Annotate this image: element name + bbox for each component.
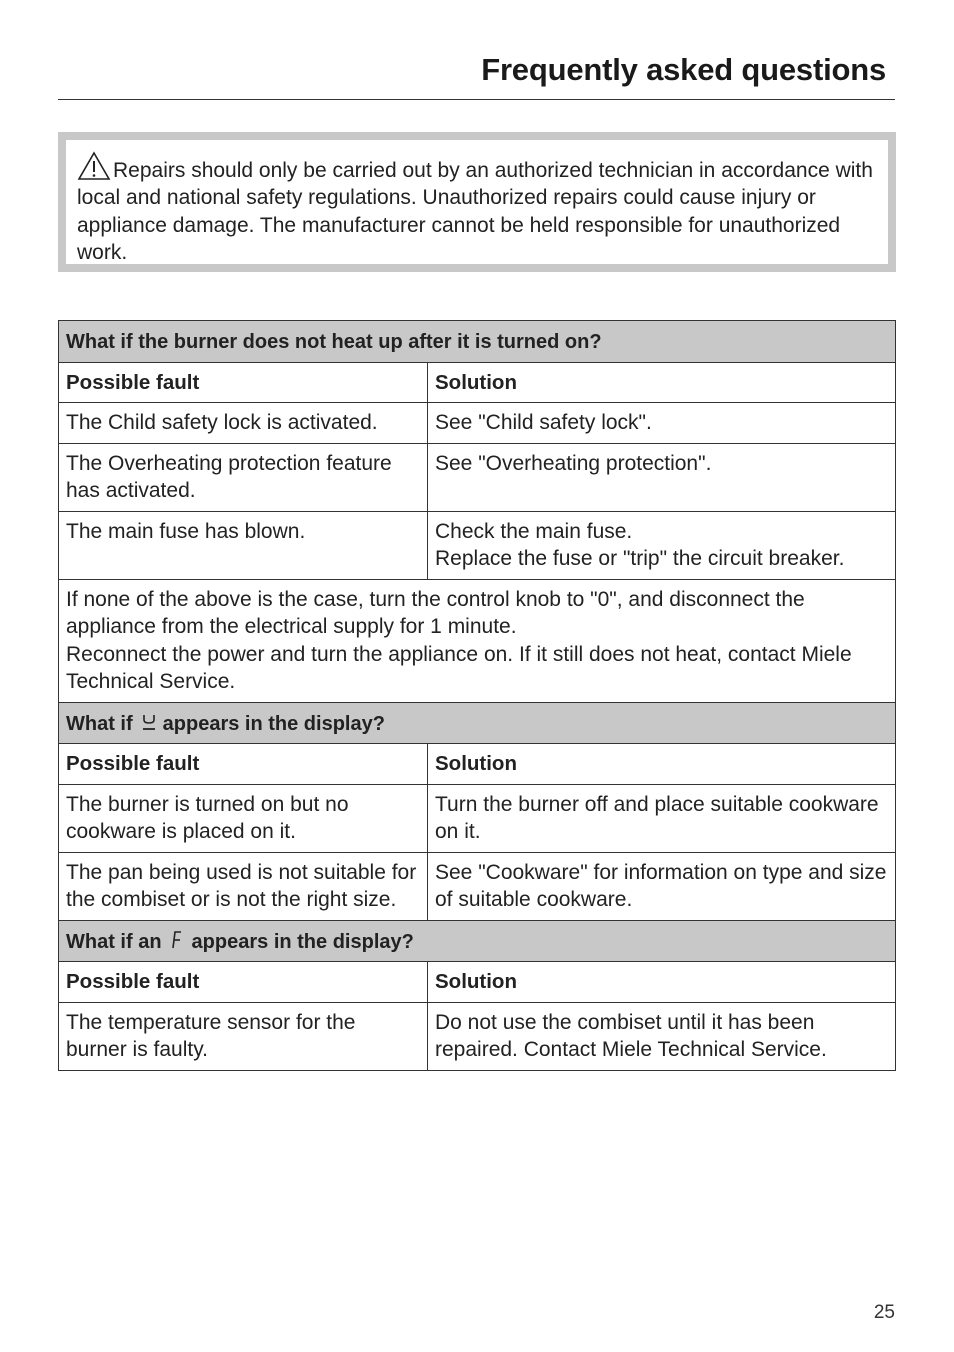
question-heading (59, 920, 896, 962)
column-header-fault: Possible fault (59, 362, 428, 403)
faq-table (58, 320, 896, 1071)
column-header-fault: Possible fault (59, 744, 428, 785)
note-row (59, 579, 896, 702)
column-header-row (59, 962, 896, 1003)
column-header-solution: Solution (428, 744, 896, 785)
warning-box (58, 132, 896, 272)
note-line: If none of the above is the case, turn the control knob to "0", and disconnect the appliance from the electrical supply for 1 minute. (66, 587, 805, 638)
table-row (59, 784, 896, 852)
fault-cell: The pan being used is not suitable for the combiset or is not the right size. (59, 852, 428, 920)
question-row (59, 920, 896, 962)
column-header-row (59, 362, 896, 403)
solution-cell (428, 511, 896, 579)
solution-line: Check the main fuse. (435, 519, 633, 543)
letter-f-symbol-icon (168, 929, 188, 951)
note-cell (59, 579, 896, 702)
warning-content (66, 140, 888, 264)
question-text-after: appears in the display? (162, 712, 385, 735)
question-text-before: What if an (66, 930, 162, 953)
solution-line: Replace the fuse or "trip" the circuit breaker. (435, 547, 845, 570)
column-header-fault: Possible fault (59, 962, 428, 1003)
warning-triangle-icon (77, 151, 111, 181)
question-heading (59, 702, 896, 744)
question-heading: What if the burner does not heat up after it is turned on? (59, 321, 896, 363)
title-divider (58, 99, 895, 100)
table-row (59, 511, 896, 579)
table-row (59, 1002, 896, 1070)
page-title: Frequently asked questions (481, 52, 886, 87)
warning-text: Repairs should only be carried out by an authorized technician in accordance with local and national safety regulations. Unauthorized repairs could cause injury or appliance damage. The manufacturer cannot be held responsible for unauthorized work. (77, 159, 873, 264)
fault-cell: The Child safety lock is activated. (59, 403, 428, 444)
fault-cell: The Overheating protection feature has activated. (59, 443, 428, 511)
note-line: Reconnect the power and turn the appliance on. If it still does not heat, contact Miele Technical Service. (66, 642, 852, 693)
column-header-solution: Solution (428, 362, 896, 403)
table-row (59, 443, 896, 511)
question-row (59, 702, 896, 744)
solution-cell: Turn the burner off and place suitable cookware on it. (428, 784, 896, 852)
fault-cell: The burner is turned on but no cookware is placed on it. (59, 784, 428, 852)
cookware-symbol-icon (139, 711, 159, 733)
page-number: 25 (873, 1302, 895, 1323)
solution-cell: See "Child safety lock". (428, 403, 896, 444)
column-header-row (59, 744, 896, 785)
table-row (59, 852, 896, 920)
table-row (59, 403, 896, 444)
solution-cell: See "Overheating protection". (428, 443, 896, 511)
fault-cell: The temperature sensor for the burner is faulty. (59, 1002, 428, 1070)
solution-cell: See "Cookware" for information on type and size of suitable cookware. (428, 852, 896, 920)
fault-cell: The main fuse has blown. (59, 511, 428, 579)
solution-cell: Do not use the combiset until it has been repaired. Contact Miele Technical Service. (428, 1002, 896, 1070)
question-row (59, 321, 896, 363)
question-text-before: What if (66, 712, 133, 735)
column-header-solution: Solution (428, 962, 896, 1003)
question-text-after: appears in the display? (191, 930, 414, 953)
